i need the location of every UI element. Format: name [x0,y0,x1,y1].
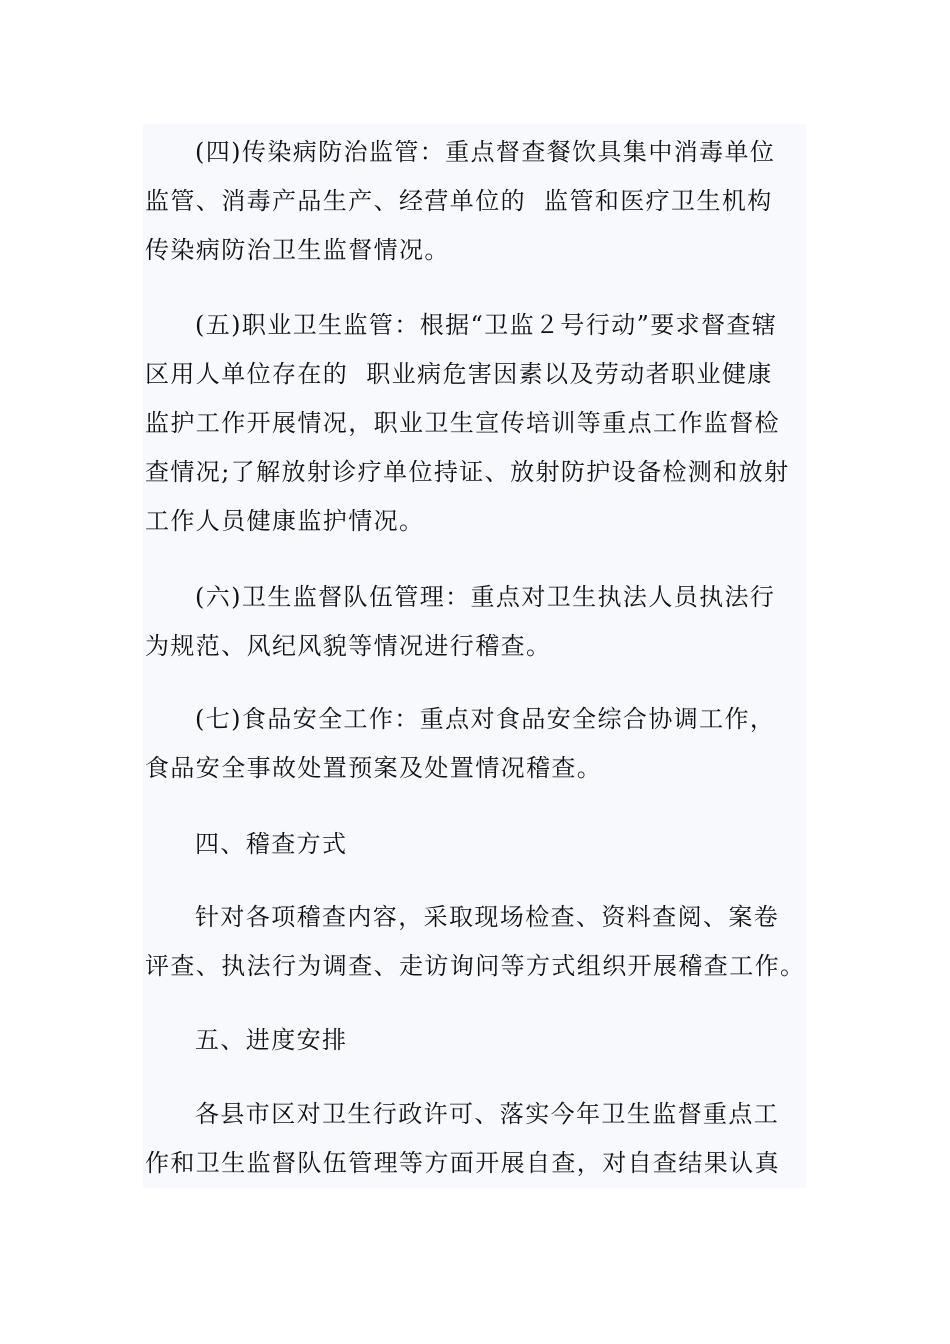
paragraph-inspection-method [143,893,805,991]
text-line: 传染病防治卫生监督情况。 [145,236,450,264]
text-line: (四)传染病防治监管：重点督查餐饮具集中消毒单位 [195,138,776,166]
paragraph-section-6-team-management [143,573,775,671]
document-body [143,124,806,1188]
section-heading: 五、进度安排 [195,1026,348,1054]
text-line: 各县市区对卫生行政许可、落实今年卫生监督重点工 [195,1100,780,1128]
text-line: 针对各项稽查内容，采取现场检查、资料查阅、案卷 [195,903,780,931]
text-line: (六)卫生监督队伍管理：重点对卫生执法人员执法行 [195,583,776,611]
section-heading: 四、稽查方式 [195,830,348,858]
text-line: 查情况;了解放射诊疗单位持证、放射防护设备检测和放射 [145,458,790,486]
paragraph-section-5-occupational-health [143,301,789,546]
text-line: 监护工作开展情况，职业卫生宣传培训等重点工作监督检 [145,409,780,437]
paragraph-schedule [143,1090,780,1188]
heading-inspection-method [143,820,347,869]
text-line: 食品安全事故处置预案及处置情况稽查。 [145,754,603,782]
text-line: 监管、消毒产品生产、经营单位的 监管和医疗卫生机构 [145,187,773,215]
text-line: 区用人单位存在的 职业病危害因素以及劳动者职业健康 [145,360,773,388]
paragraph-section-4-infectious-disease [143,128,775,275]
text-line: (七)食品安全工作：重点对食品安全综合协调工作， [195,705,776,733]
text-line: 为规范、风纪风貌等情况进行稽查。 [145,632,552,660]
text-line: 作和卫生监督队伍管理等方面开展自查，对自查结果认真 [145,1149,780,1177]
text-line: 评查、执法行为调查、走访询问等方式组织开展稽查工作。 [145,952,806,980]
heading-schedule [143,1016,347,1065]
text-line: (五)职业卫生监管：根据“卫监２号行动”要求督查辖 [195,311,778,339]
text-line: 工作人员健康监护情况。 [145,507,425,535]
paragraph-section-7-food-safety [143,695,775,793]
